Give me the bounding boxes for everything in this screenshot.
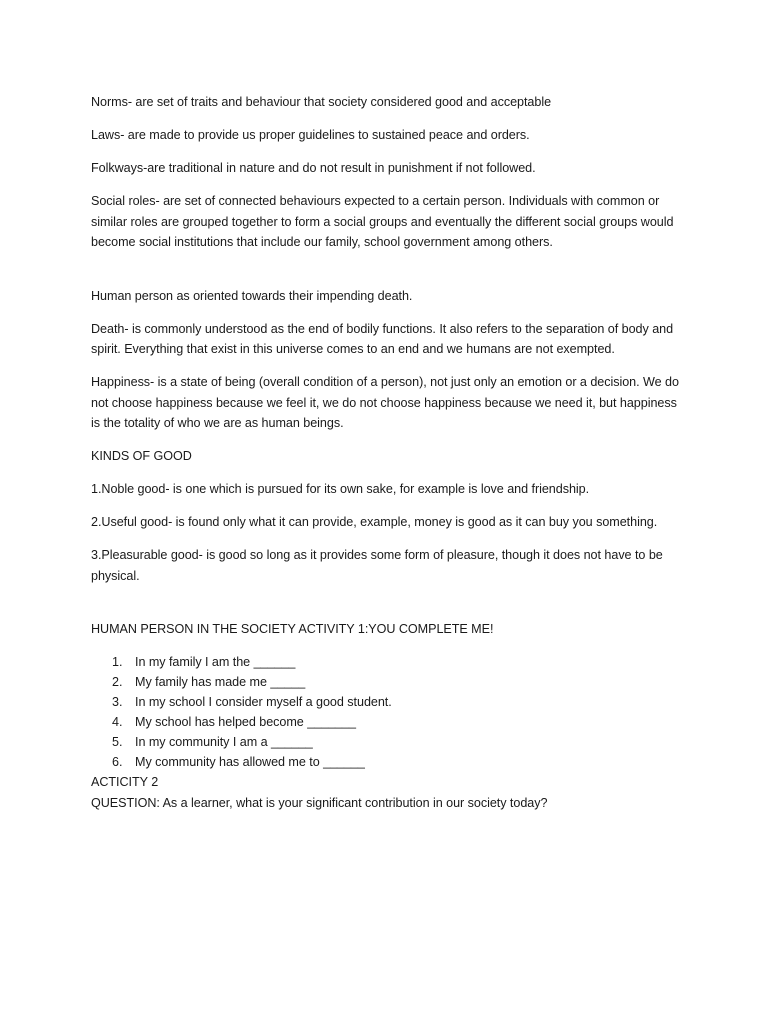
list-item-text: My family has made me _____ [135,675,306,689]
list-item [112,672,681,692]
document-body [91,92,681,813]
list-item-number: 6. [112,755,123,769]
list-item-text: In my school I consider myself a good student. [135,695,392,709]
norms-paragraph: Norms- are set of traits and behaviour that society considered good and acceptable [91,95,552,109]
list-item-text: My school has helped become _______ [135,715,356,729]
folkways-paragraph: Folkways-are traditional in nature and do not result in punishment if not followed. [91,161,536,175]
list-item-text: In my community I am a ______ [135,735,313,749]
activity2-heading: ACTICITY 2 [91,775,159,789]
list-item-text: My community has allowed me to ______ [135,755,365,769]
list-item-number: 5. [112,735,123,749]
pleasurable-good-paragraph: 3.Pleasurable good- is good so long as it provides some form of pleasure, though it does not have to be physical. [91,548,663,583]
death-paragraph: Death- is commonly understood as the end of bodily functions. It also refers to the separation of body and spirit. Everything that exist in this universe comes to an end and we humans are not exempted. [91,321,674,356]
activity2-question: QUESTION: As a learner, what is your significant contribution in our society today? [91,795,548,810]
laws-paragraph: Laws- are made to provide us proper guidelines to sustained peace and orders. [91,128,530,142]
list-item [112,692,681,712]
list-item [112,652,681,672]
activity1-list [91,652,681,772]
human-person-death-heading: Human person as oriented towards their impending death. [91,288,413,303]
list-item [112,752,681,772]
activity1-heading: HUMAN PERSON IN THE SOCIETY ACTIVITY 1:YOU COMPLETE ME! [91,622,494,636]
list-item-number: 2. [112,675,123,689]
happiness-paragraph: Happiness- is a state of being (overall condition of a person), not just only an emotion or a decision. We do not choose happiness because we feel it, we do not choose happiness because we need it, but happiness is the totality of who we are as human beings. [91,375,679,430]
list-item [112,732,681,752]
list-item [112,712,681,732]
social-roles-paragraph: Social roles- are set of connected behaviours expected to a certain person. Individuals with common or similar roles are grouped together to form a social groups and eventually the different social groups would become social institutions that include our family, school government among others. [91,194,674,249]
list-item-number: 4. [112,715,123,729]
noble-good-paragraph: 1.Noble good- is one which is pursued for its own sake, for example is love and friendship. [91,482,590,496]
kinds-of-good-heading: KINDS OF GOOD [91,449,192,463]
useful-good-paragraph: 2.Useful good- is found only what it can provide, example, money is good as it can buy you something. [91,515,658,529]
list-item-text: In my family I am the ______ [135,655,296,669]
list-item-number: 3. [112,695,123,709]
list-item-number: 1. [112,655,123,669]
